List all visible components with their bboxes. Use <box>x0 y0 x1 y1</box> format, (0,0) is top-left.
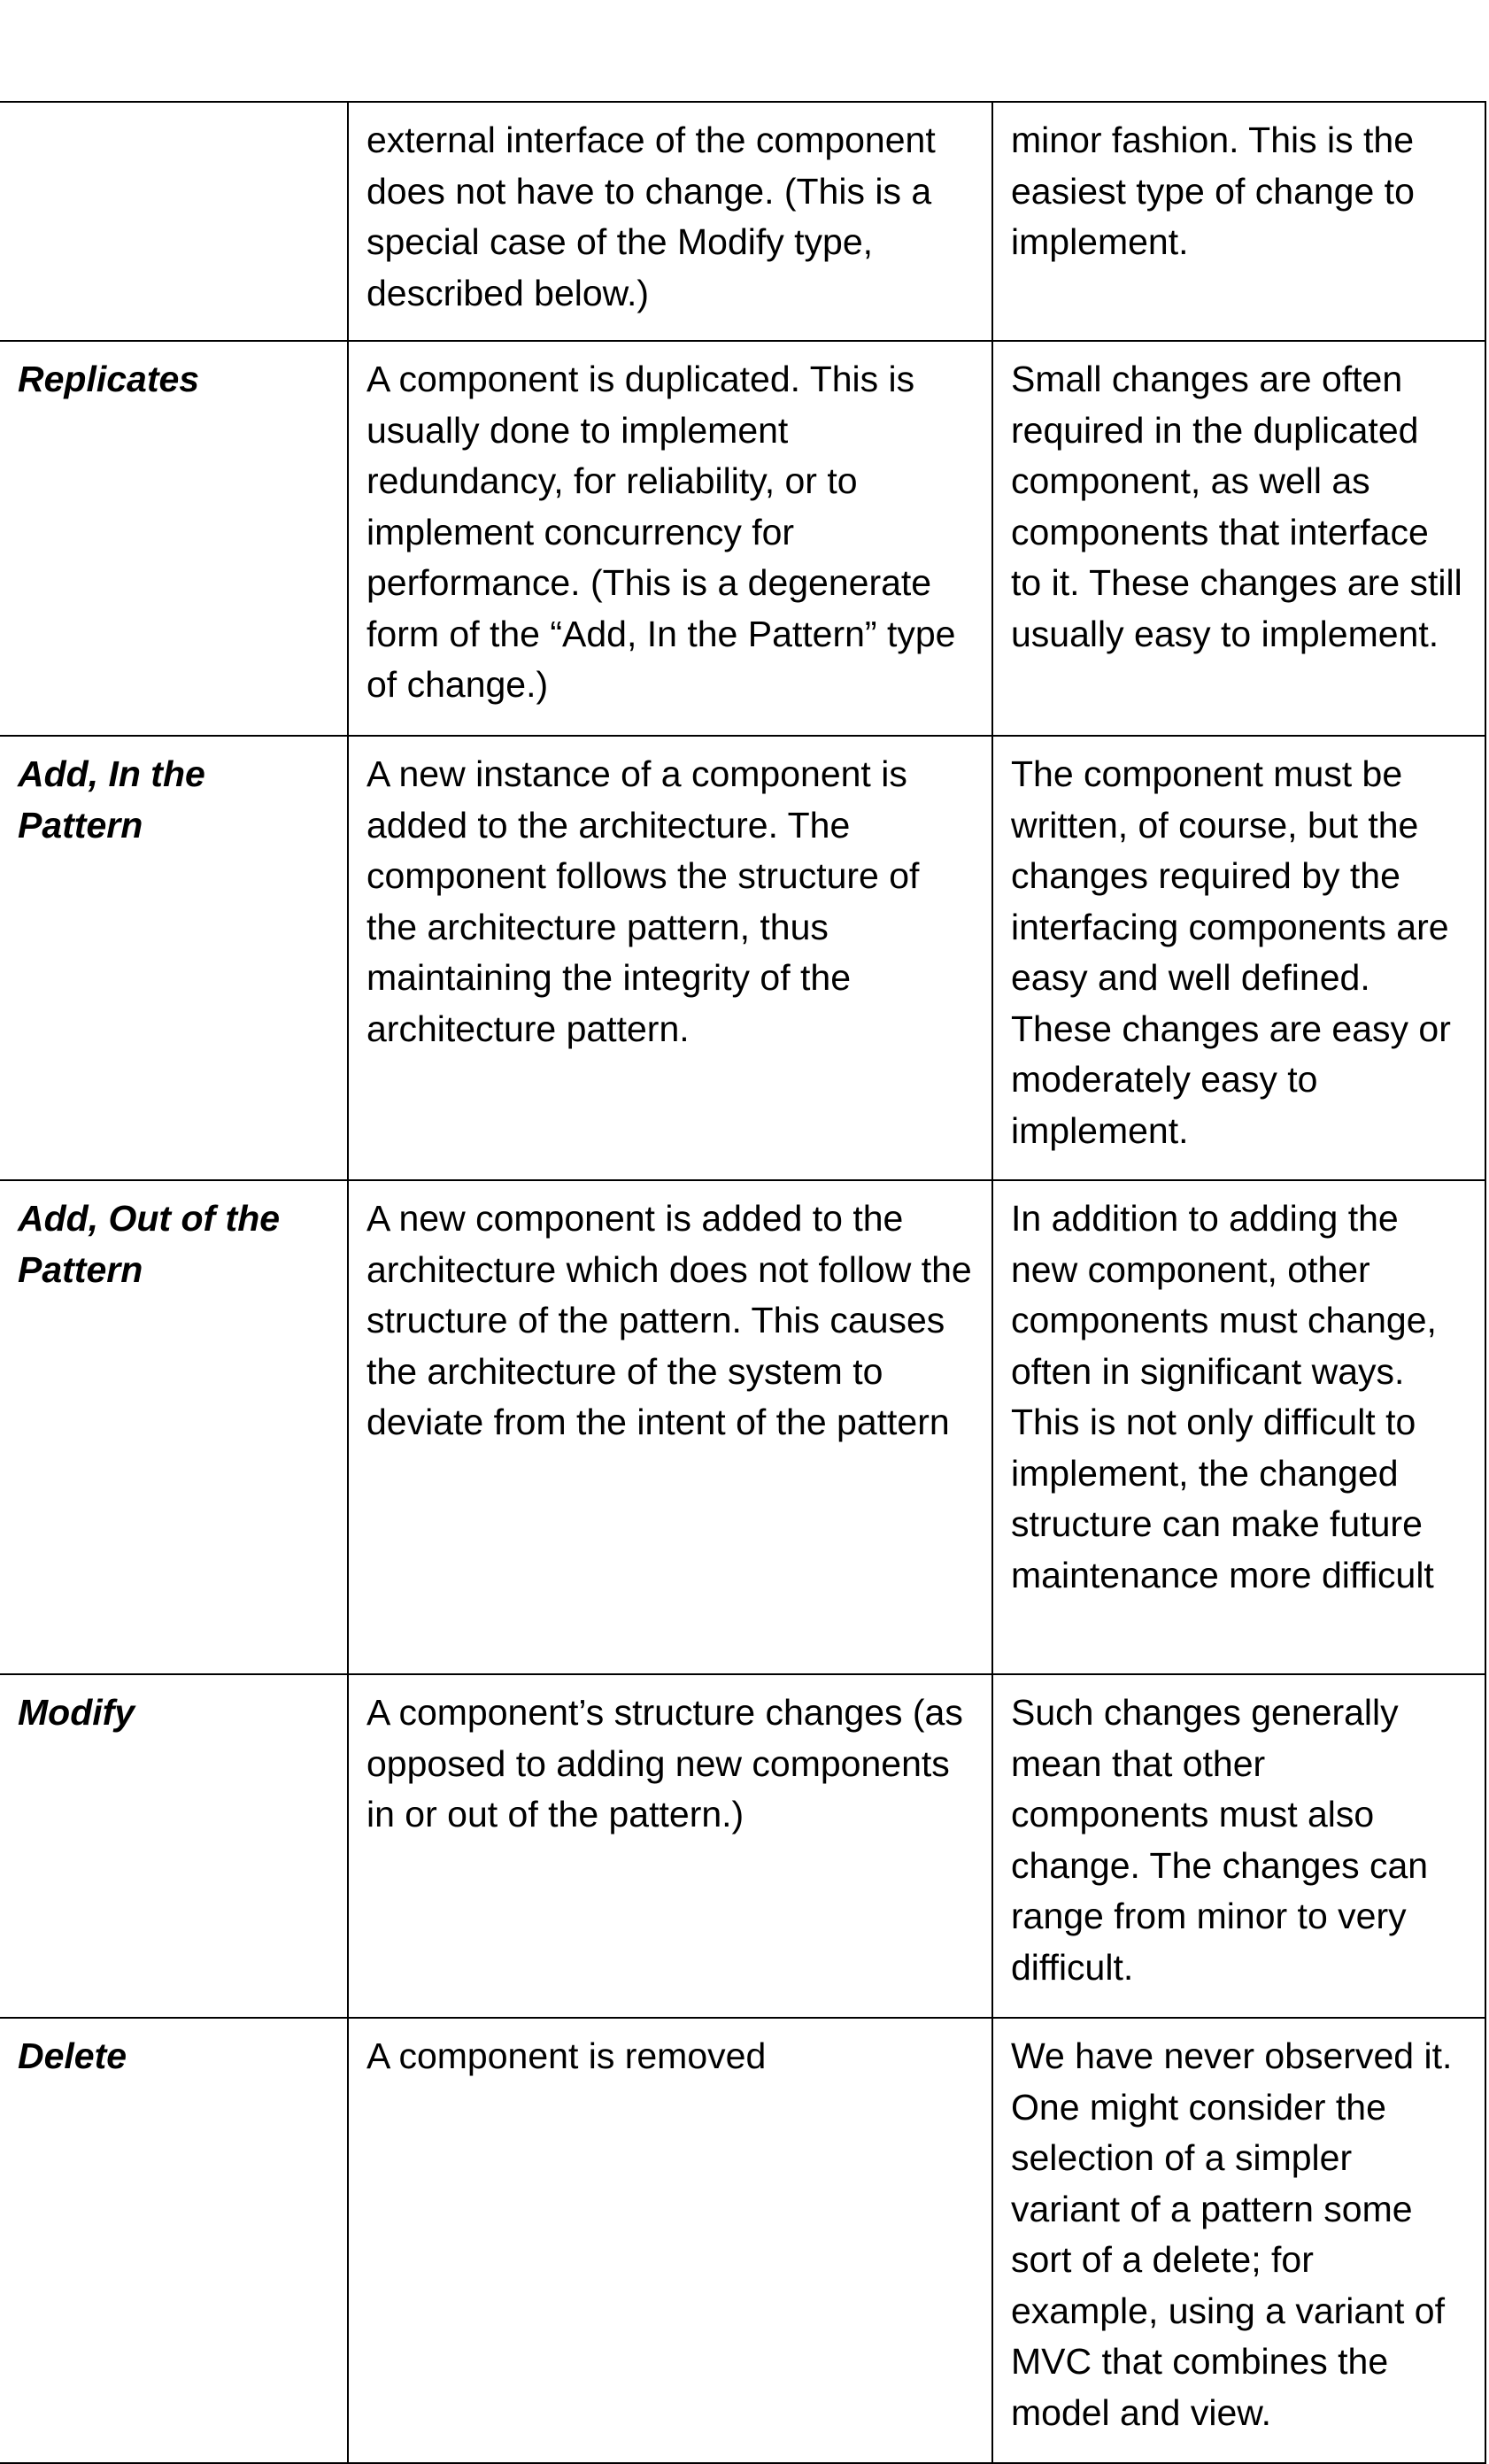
effect-cell: minor fashion. This is the easiest type of change to implement. <box>992 102 1485 341</box>
effect-cell: The component must be written, of course, but the changes required by the interfacing components are easy and well defined. These changes are easy or moderately easy to implement. <box>992 736 1485 1180</box>
table-row <box>0 1180 1485 1674</box>
description-cell: external interface of the component does not have to change. (This is a special case of the Modify type, described below.) <box>348 102 992 341</box>
change-type-cell: Modify <box>0 1674 348 2018</box>
description-cell: A component is removed <box>348 2018 992 2463</box>
description-cell: A component is duplicated. This is usually done to implement redundancy, for reliability, or to implement concurrency for performance. (This is a degenerate form of the “Add, In the Pattern” type of change.) <box>348 341 992 736</box>
change-types-table <box>0 101 1486 2464</box>
table-row <box>0 102 1485 341</box>
change-type-cell: Delete <box>0 2018 348 2463</box>
description-cell: A component’s structure changes (as opposed to adding new components in or out of the pattern.) <box>348 1674 992 2018</box>
change-type-cell: Add, Out of the Pattern <box>0 1180 348 1674</box>
table-row <box>0 341 1485 736</box>
change-type-cell: Add, In the Pattern <box>0 736 348 1180</box>
effect-cell: Small changes are often required in the duplicated component, as well as components that interface to it. These changes are still usually easy to implement. <box>992 341 1485 736</box>
table-row <box>0 736 1485 1180</box>
description-cell: A new component is added to the architecture which does not follow the structure of the pattern. This causes the architecture of the system to deviate from the intent of the pattern <box>348 1180 992 1674</box>
effect-cell: In addition to adding the new component, other components must change, often in significant ways. This is not only difficult to implement, the changed structure can make future maintenance more difficult <box>992 1180 1485 1674</box>
effect-cell: We have never observed it. One might consider the selection of a simpler variant of a pattern some sort of a delete; for example, using a variant of MVC that combines the model and view. <box>992 2018 1485 2463</box>
description-cell: A new instance of a component is added to the architecture. The component follows the structure of the architecture pattern, thus maintaining the integrity of the architecture pattern. <box>348 736 992 1180</box>
effect-cell: Such changes generally mean that other components must also change. The changes can range from minor to very difficult. <box>992 1674 1485 2018</box>
table-row <box>0 1674 1485 2018</box>
change-type-cell <box>0 102 348 341</box>
change-type-cell: Replicates <box>0 341 348 736</box>
table-row <box>0 2018 1485 2463</box>
